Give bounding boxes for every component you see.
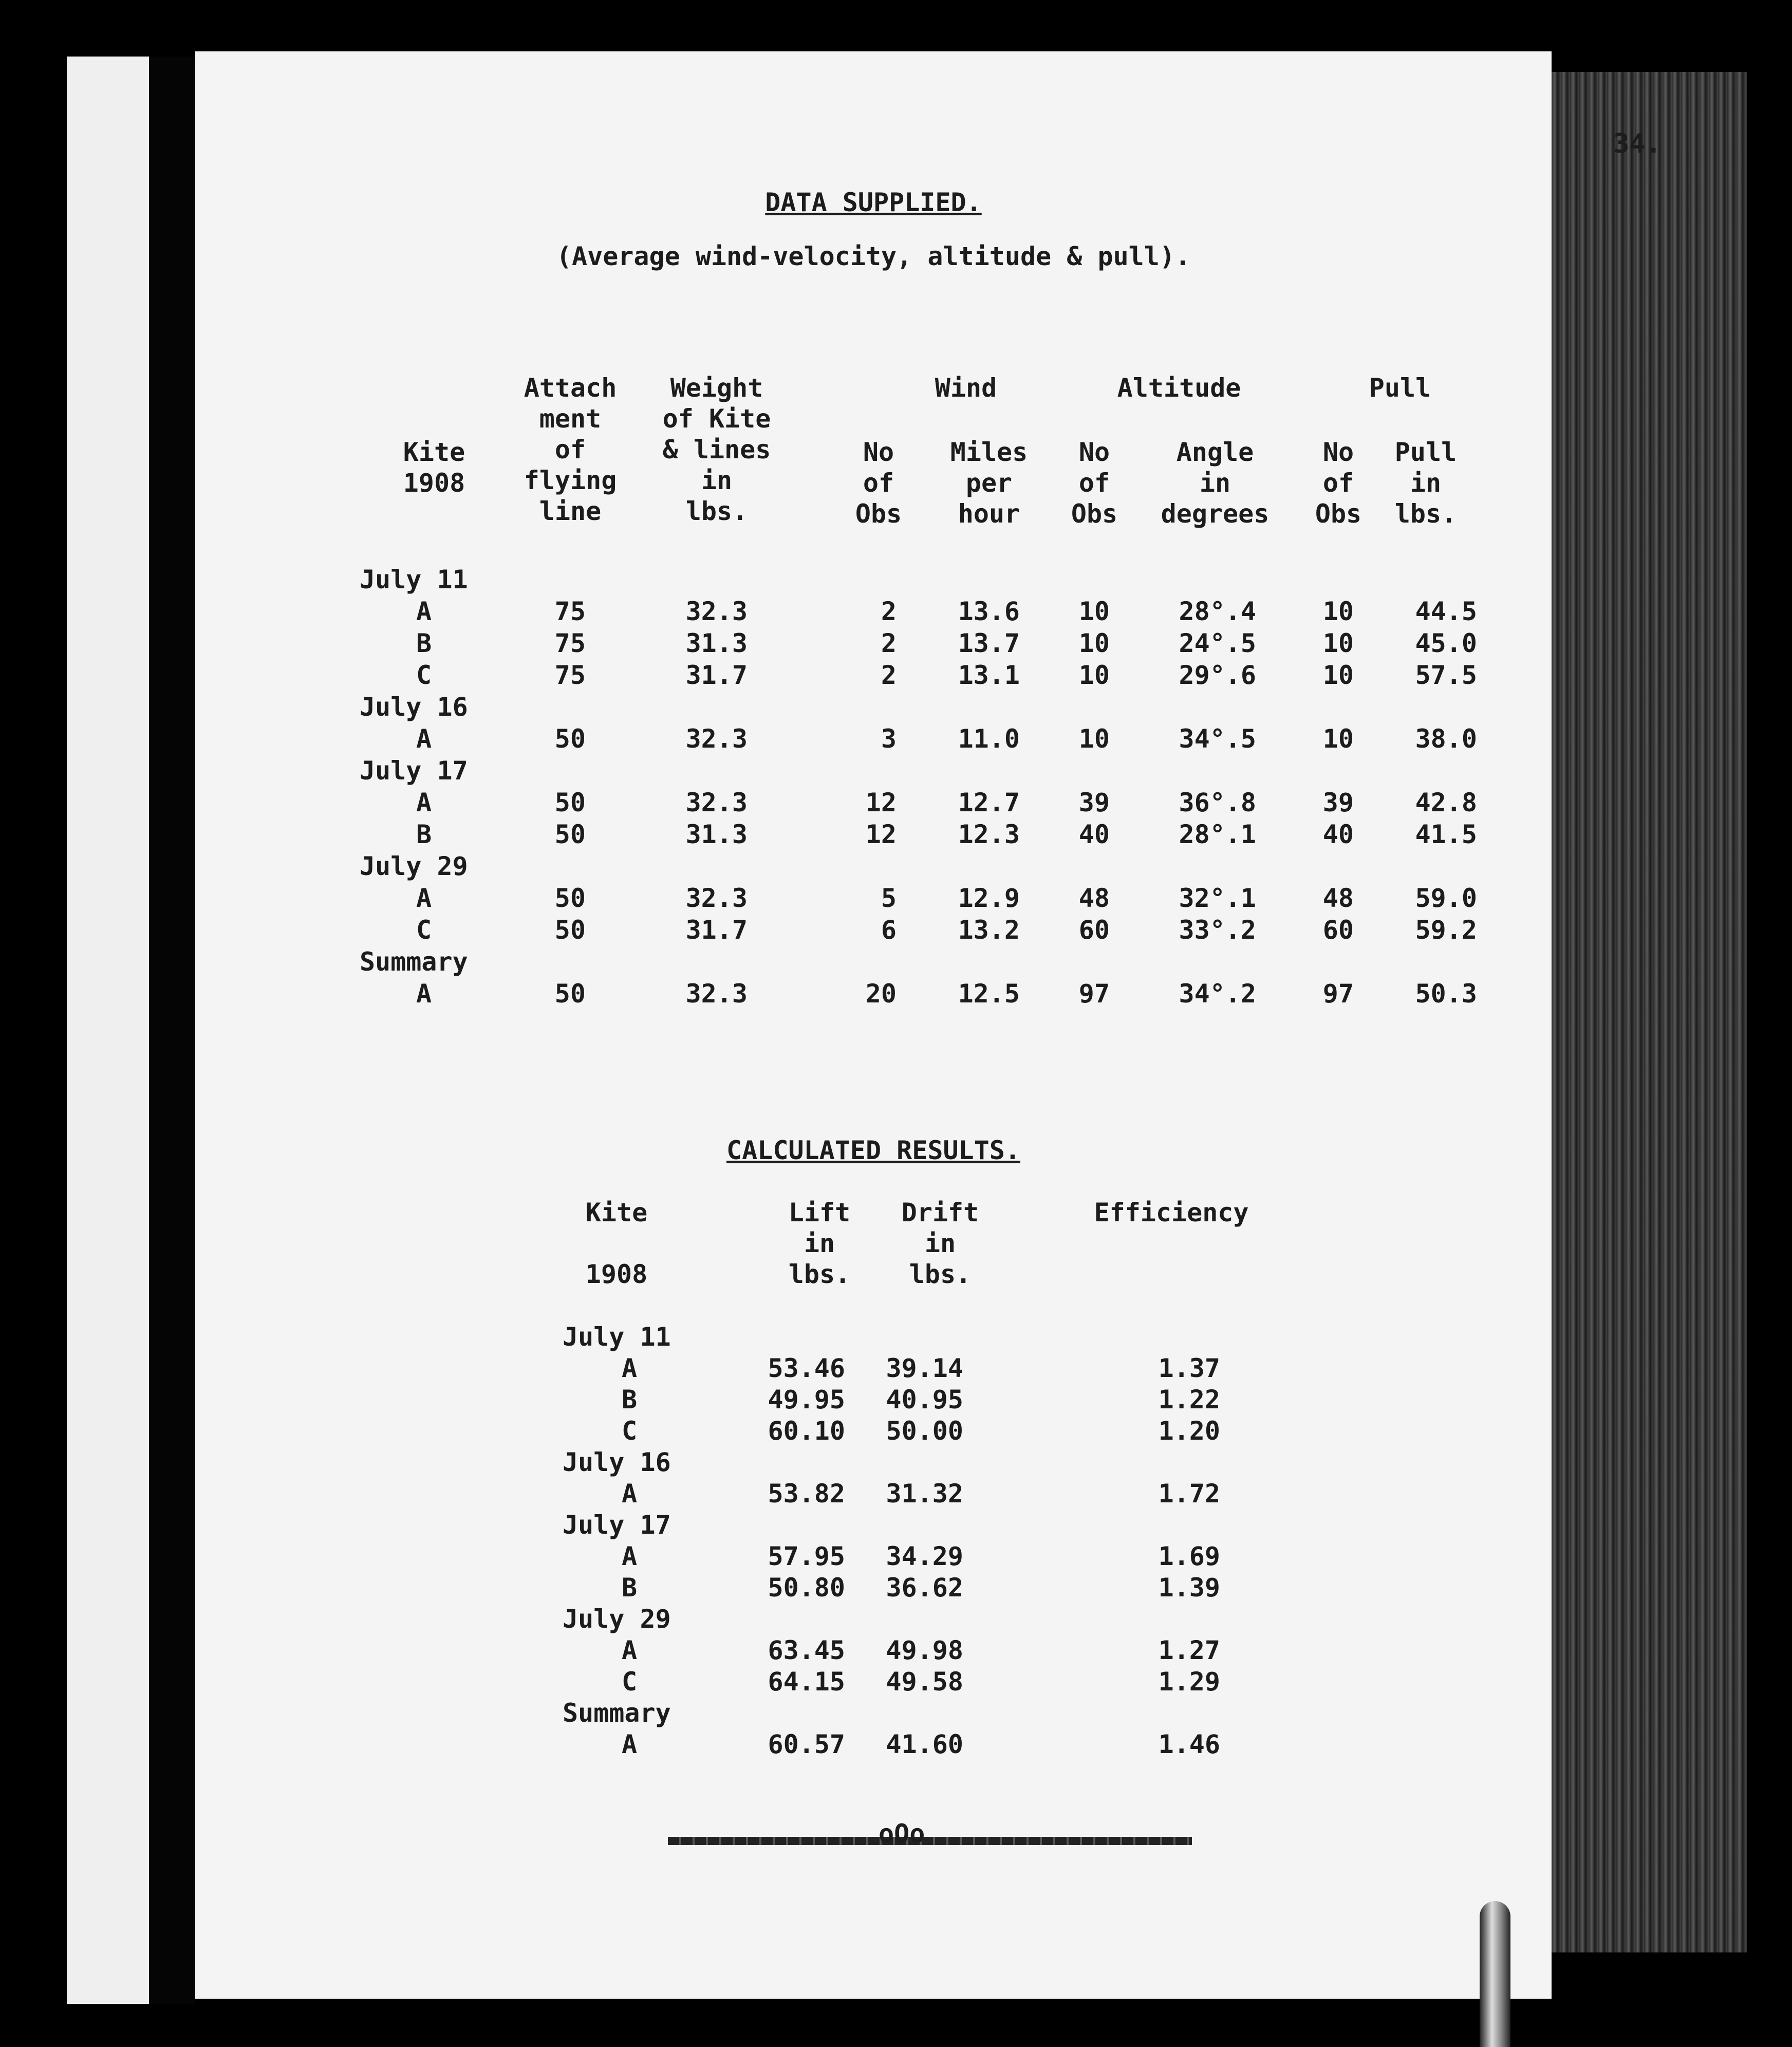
data-cell-wind-obs: 3 <box>881 724 897 754</box>
calc-cell-kite: July 17 <box>563 1510 671 1540</box>
data-cell-kite: B <box>416 628 432 658</box>
calc-cell-eff: 1.22 <box>1158 1385 1220 1415</box>
data-cell-pull: 57.5 <box>1415 660 1477 690</box>
data-cell-mph: 13.1 <box>958 660 1020 690</box>
calc-cell-kite: A <box>621 1635 638 1665</box>
data-cell-mph: 12.9 <box>958 883 1020 913</box>
calc-cell-eff: 1.37 <box>1158 1353 1220 1383</box>
data-cell-angle: 29°.6 <box>1179 660 1256 690</box>
data-cell-mph: 13.7 <box>958 628 1020 658</box>
data-cell-attach: 75 <box>554 597 586 626</box>
calc-cell-drift: 50.00 <box>886 1416 963 1446</box>
calc-cell-kite: July 29 <box>563 1604 671 1634</box>
book-gutter <box>149 57 195 2004</box>
column-header-attachment: Attach ment of flying line <box>524 373 617 526</box>
calc-cell-eff: 1.72 <box>1158 1479 1220 1509</box>
calc-cell-kite: B <box>621 1573 638 1603</box>
calc-cell-drift: 40.95 <box>886 1385 963 1415</box>
data-cell-wind-obs: 6 <box>881 915 897 945</box>
column-header-kite: Kite 1908 <box>403 437 465 498</box>
data-cell-kite: Summary <box>360 947 468 977</box>
page-number: 34. <box>1613 128 1662 159</box>
calc-cell-lift: 53.82 <box>768 1479 845 1509</box>
data-cell-attach: 50 <box>554 979 586 1009</box>
calc-cell-drift: 31.32 <box>886 1479 963 1509</box>
data-cell-attach: 75 <box>554 660 586 690</box>
data-cell-kite: B <box>416 820 432 849</box>
data-cell-weight: 32.3 <box>685 788 748 817</box>
data-cell-mph: 13.6 <box>958 597 1020 626</box>
column-header-wind-obs: No of Obs <box>855 437 902 529</box>
data-cell-pull: 41.5 <box>1415 820 1477 849</box>
data-cell-alt-obs: 97 <box>1078 979 1110 1009</box>
data-cell-wind-obs: 12 <box>865 820 897 849</box>
column-header-alt-obs: No of Obs <box>1071 437 1118 529</box>
end-divider <box>668 1837 1192 1845</box>
data-cell-weight: 32.3 <box>685 979 748 1009</box>
calc-cell-kite: July 16 <box>563 1447 671 1477</box>
calc-cell-eff: 1.20 <box>1158 1416 1220 1446</box>
data-cell-angle: 24°.5 <box>1179 628 1256 658</box>
data-cell-mph: 12.5 <box>958 979 1020 1009</box>
data-cell-pull: 42.8 <box>1415 788 1477 817</box>
document-page <box>195 51 1662 1999</box>
calc-title: CALCULATED RESULTS. <box>726 1136 1020 1165</box>
data-cell-wind-obs: 2 <box>881 597 897 626</box>
calc-cell-drift: 36.62 <box>886 1573 963 1603</box>
group-header-wind: Wind <box>935 373 997 403</box>
data-cell-angle: 28°.1 <box>1179 820 1256 849</box>
divider-mark: oOo <box>879 1819 925 1849</box>
calc-cell-kite: C <box>621 1667 638 1697</box>
calc-cell-eff: 1.29 <box>1158 1667 1220 1697</box>
calc-cell-eff: 1.27 <box>1158 1635 1220 1665</box>
calc-cell-lift: 50.80 <box>768 1573 845 1603</box>
calc-header-kite: Kite 1908 <box>585 1198 648 1289</box>
data-cell-attach: 50 <box>554 883 586 913</box>
calc-cell-lift: 53.46 <box>768 1353 845 1383</box>
data-cell-kite: C <box>416 660 432 690</box>
calc-cell-drift: 39.14 <box>886 1353 963 1383</box>
data-cell-kite: A <box>416 724 432 754</box>
calc-cell-kite: A <box>621 1353 638 1383</box>
data-cell-wind-obs: 20 <box>865 979 897 1009</box>
calc-cell-eff: 1.69 <box>1158 1541 1220 1571</box>
page-title: DATA SUPPLIED. <box>765 188 982 217</box>
column-header-angle: Angle in degrees <box>1161 437 1270 529</box>
page-clip <box>1480 1901 1510 2047</box>
data-cell-angle: 33°.2 <box>1179 915 1256 945</box>
data-cell-attach: 50 <box>554 820 586 849</box>
data-cell-alt-obs: 10 <box>1078 724 1110 754</box>
page-subtitle: (Average wind-velocity, altitude & pull). <box>556 241 1191 271</box>
data-cell-weight: 31.7 <box>685 915 748 945</box>
column-header-weight: Weight of Kite & lines in lbs. <box>662 373 771 526</box>
calc-cell-kite: A <box>621 1729 638 1759</box>
data-cell-pull: 50.3 <box>1415 979 1477 1009</box>
data-cell-pull: 44.5 <box>1415 597 1477 626</box>
calc-cell-drift: 49.98 <box>886 1635 963 1665</box>
group-header-pull: Pull <box>1369 373 1431 403</box>
data-cell-alt-obs: 40 <box>1078 820 1110 849</box>
calc-cell-eff: 1.46 <box>1158 1729 1220 1759</box>
data-cell-kite: C <box>416 915 432 945</box>
data-cell-weight: 32.3 <box>685 883 748 913</box>
data-cell-kite: A <box>416 597 432 626</box>
data-cell-pull-obs: 48 <box>1322 883 1354 913</box>
calc-cell-lift: 64.15 <box>768 1667 845 1697</box>
data-cell-pull-obs: 39 <box>1322 788 1354 817</box>
page-stack-edges <box>1552 72 1747 1952</box>
calc-cell-kite: A <box>621 1541 638 1571</box>
calc-cell-kite: B <box>621 1385 638 1415</box>
data-cell-kite: A <box>416 979 432 1009</box>
column-header-pull: Pull in lbs. <box>1394 437 1457 529</box>
data-cell-pull: 38.0 <box>1415 724 1477 754</box>
calc-cell-lift: 60.57 <box>768 1729 845 1759</box>
data-cell-angle: 28°.4 <box>1179 597 1256 626</box>
calc-header-efficiency: Efficiency <box>1094 1198 1249 1227</box>
data-cell-attach: 50 <box>554 724 586 754</box>
data-cell-mph: 13.2 <box>958 915 1020 945</box>
data-cell-wind-obs: 12 <box>865 788 897 817</box>
data-cell-wind-obs: 2 <box>881 660 897 690</box>
data-cell-weight: 31.3 <box>685 628 748 658</box>
data-cell-kite: July 29 <box>360 851 468 881</box>
data-cell-kite: A <box>416 883 432 913</box>
data-cell-kite: July 17 <box>360 756 468 786</box>
data-cell-kite: A <box>416 788 432 817</box>
data-cell-alt-obs: 39 <box>1078 788 1110 817</box>
calc-cell-lift: 63.45 <box>768 1635 845 1665</box>
column-header-mph: Miles per hour <box>950 437 1028 529</box>
calc-cell-lift: 60.10 <box>768 1416 845 1446</box>
calc-header-lift: Lift in lbs. <box>788 1198 851 1289</box>
calc-cell-kite: Summary <box>563 1698 671 1728</box>
data-cell-pull-obs: 10 <box>1322 628 1354 658</box>
calc-cell-kite: July 11 <box>563 1322 671 1352</box>
data-cell-pull-obs: 10 <box>1322 597 1354 626</box>
data-cell-pull: 45.0 <box>1415 628 1477 658</box>
data-cell-alt-obs: 60 <box>1078 915 1110 945</box>
column-header-pull-obs: No of Obs <box>1315 437 1362 529</box>
calc-cell-drift: 49.58 <box>886 1667 963 1697</box>
data-cell-attach: 50 <box>554 915 586 945</box>
calc-cell-drift: 34.29 <box>886 1541 963 1571</box>
data-cell-pull-obs: 97 <box>1322 979 1354 1009</box>
data-cell-attach: 50 <box>554 788 586 817</box>
data-cell-wind-obs: 5 <box>881 883 897 913</box>
calc-cell-kite: C <box>621 1416 638 1446</box>
calc-cell-drift: 41.60 <box>886 1729 963 1759</box>
data-cell-pull-obs: 10 <box>1322 660 1354 690</box>
data-cell-alt-obs: 10 <box>1078 660 1110 690</box>
left-page-edge <box>67 57 149 2004</box>
data-cell-pull: 59.0 <box>1415 883 1477 913</box>
group-header-altitude: Altitude <box>1117 373 1241 403</box>
data-cell-angle: 32°.1 <box>1179 883 1256 913</box>
data-cell-attach: 75 <box>554 628 586 658</box>
data-cell-alt-obs: 10 <box>1078 628 1110 658</box>
data-cell-weight: 32.3 <box>685 597 748 626</box>
data-cell-alt-obs: 48 <box>1078 883 1110 913</box>
calc-cell-kite: A <box>621 1479 638 1509</box>
data-cell-pull-obs: 60 <box>1322 915 1354 945</box>
calc-header-drift: Drift in lbs. <box>901 1198 979 1289</box>
calc-cell-eff: 1.39 <box>1158 1573 1220 1603</box>
data-cell-weight: 32.3 <box>685 724 748 754</box>
data-cell-kite: July 16 <box>360 692 468 722</box>
data-cell-weight: 31.7 <box>685 660 748 690</box>
data-cell-mph: 12.7 <box>958 788 1020 817</box>
data-cell-mph: 12.3 <box>958 820 1020 849</box>
calc-cell-lift: 49.95 <box>768 1385 845 1415</box>
calc-cell-lift: 57.95 <box>768 1541 845 1571</box>
data-cell-wind-obs: 2 <box>881 628 897 658</box>
data-cell-angle: 34°.5 <box>1179 724 1256 754</box>
data-cell-kite: July 11 <box>360 565 468 594</box>
data-cell-mph: 11.0 <box>958 724 1020 754</box>
data-cell-pull: 59.2 <box>1415 915 1477 945</box>
data-cell-angle: 34°.2 <box>1179 979 1256 1009</box>
data-cell-alt-obs: 10 <box>1078 597 1110 626</box>
data-cell-pull-obs: 10 <box>1322 724 1354 754</box>
data-cell-pull-obs: 40 <box>1322 820 1354 849</box>
data-cell-angle: 36°.8 <box>1179 788 1256 817</box>
data-cell-weight: 31.3 <box>685 820 748 849</box>
